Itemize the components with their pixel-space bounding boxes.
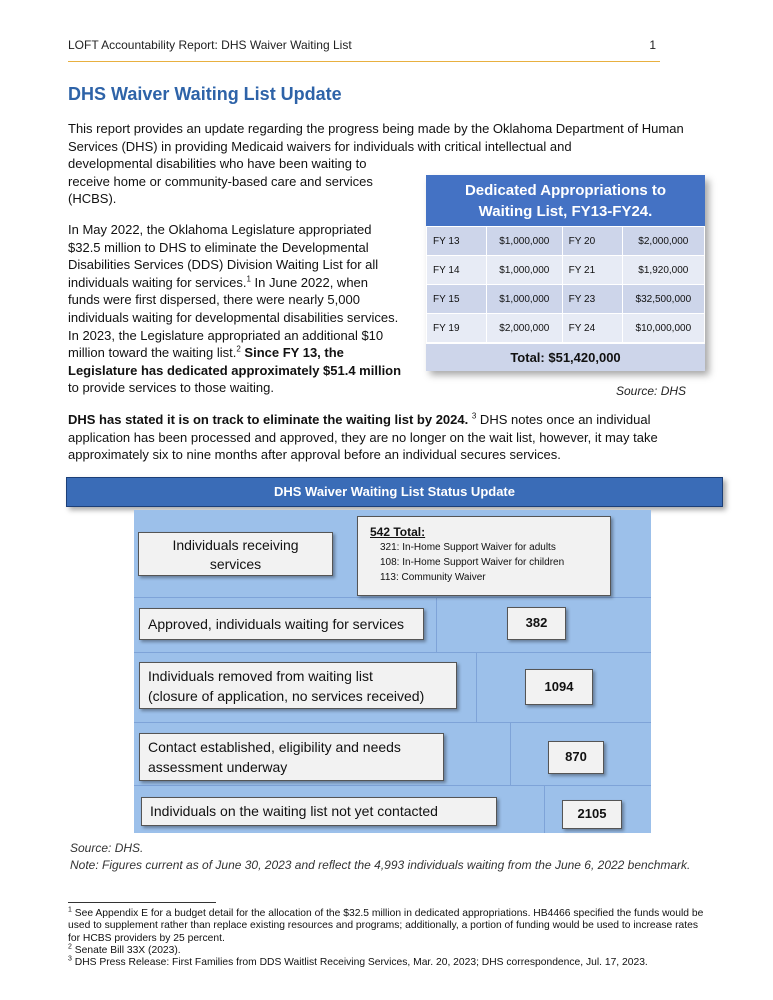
removed-label-line1: Individuals removed from waiting list bbox=[148, 668, 373, 684]
row-divider bbox=[134, 785, 651, 786]
contact-label bbox=[139, 733, 444, 781]
column-divider bbox=[544, 785, 545, 833]
fy-cell: FY 23 bbox=[562, 285, 622, 314]
footnote-1 bbox=[68, 908, 708, 945]
amount-cell: $32,500,000 bbox=[622, 285, 704, 314]
table-row bbox=[427, 256, 705, 285]
fy-cell: FY 15 bbox=[427, 285, 487, 314]
appropriations-total: Total: $51,420,000 bbox=[426, 343, 705, 371]
appropriations-title bbox=[426, 175, 705, 226]
footnotes bbox=[68, 908, 708, 969]
appropriations-title-line1: Dedicated Appropriations to bbox=[464, 182, 667, 199]
removed-label bbox=[139, 662, 457, 709]
appropriation-paragraph bbox=[68, 221, 403, 397]
column-divider bbox=[510, 722, 511, 785]
row-divider bbox=[134, 597, 651, 598]
contact-count: 870 bbox=[548, 741, 604, 774]
amount-cell: $1,000,000 bbox=[487, 227, 563, 256]
status-note: Note: Figures current as of June 30, 2023 and reflect the 4,993 individuals waiting from the June 6, 2022 benchmark. bbox=[70, 858, 691, 872]
total-item: 113: Community Waiver bbox=[380, 572, 486, 583]
footnote-mark: 2 bbox=[68, 943, 72, 951]
total-title: 542 Total: bbox=[370, 525, 426, 539]
removed-count: 1094 bbox=[525, 669, 593, 705]
amount-cell: $2,000,000 bbox=[487, 314, 563, 343]
para2-part1: In May 2022, the Oklahoma Legislature appropriated $32.5 million to DHS to eliminate the Developmental Disabilities Services (DDS) Division Waiting List for all individuals waiting for services. bbox=[68, 222, 379, 290]
table-row bbox=[427, 314, 705, 343]
fy-cell: FY 24 bbox=[562, 314, 622, 343]
amount-cell: $1,920,000 bbox=[622, 256, 704, 285]
fy-cell: FY 14 bbox=[427, 256, 487, 285]
table-row bbox=[427, 285, 705, 314]
not-contacted-count: 2105 bbox=[562, 800, 622, 829]
footnote-text: DHS Press Release: First Families from DDS Waitlist Receiving Services, Mar. 20, 2023; DHS correspondence, Jul. 17, 2023. bbox=[71, 957, 648, 969]
para3-rest: DHS notes once an individual application has been processed and approved, they are no longer on the wait list, however, it may take approximately six to nine months after approval before an individual secures services. bbox=[68, 412, 658, 463]
not-contacted-label: Individuals on the waiting list not yet contacted bbox=[141, 797, 497, 826]
header-title: LOFT Accountability Report: DHS Waiver Waiting List bbox=[68, 38, 352, 52]
para2-part4: to provide services to those waiting. bbox=[68, 380, 274, 396]
intro-line2-text: developmental disabilities who have been waiting to receive home or community-based care and services (HCBS). bbox=[68, 156, 373, 207]
intro-paragraph-line2 bbox=[68, 155, 398, 208]
approved-label: Approved, individuals waiting for services bbox=[139, 608, 424, 640]
row-divider bbox=[134, 722, 651, 723]
fy-cell: FY 21 bbox=[562, 256, 622, 285]
appropriations-grid bbox=[426, 226, 705, 343]
amount-cell: $2,000,000 bbox=[622, 227, 704, 256]
receiving-total-breakdown bbox=[357, 516, 611, 596]
fy-cell: FY 13 bbox=[427, 227, 487, 256]
status-paragraph bbox=[68, 411, 708, 464]
amount-cell: $1,000,000 bbox=[487, 285, 563, 314]
approved-count: 382 bbox=[507, 607, 566, 640]
fy-cell: FY 20 bbox=[562, 227, 622, 256]
status-source-note bbox=[70, 840, 690, 874]
amount-cell: $1,000,000 bbox=[487, 256, 563, 285]
footnote-ref-1[interactable]: 1 bbox=[246, 274, 251, 284]
column-divider bbox=[436, 597, 437, 652]
total-item: 321: In-Home Support Waiver for adults bbox=[380, 542, 556, 553]
amount-cell: $10,000,000 bbox=[622, 314, 704, 343]
status-source: Source: DHS. bbox=[70, 841, 144, 855]
receiving-services-text: Individuals receiving services bbox=[172, 537, 299, 572]
appropriations-title-line2: Waiting List, FY13-FY24. bbox=[478, 203, 653, 220]
total-item: 108: In-Home Support Waiver for children bbox=[380, 557, 565, 568]
removed-label-line2: (closure of application, no services received) bbox=[148, 688, 425, 704]
footnote-2 bbox=[68, 945, 708, 957]
para2-bold-1: Since FY 13, the Legislature has dedicated approximately bbox=[68, 345, 344, 378]
footnote-text: Senate Bill 33X (2023). bbox=[71, 944, 181, 956]
appropriations-source: Source: DHS bbox=[616, 384, 687, 398]
row-divider bbox=[134, 652, 651, 653]
footnote-ref-2[interactable]: 2 bbox=[236, 344, 241, 354]
footnote-mark: 1 bbox=[68, 906, 72, 914]
receiving-services-label bbox=[138, 532, 333, 576]
contact-label-line2: assessment underway bbox=[148, 759, 288, 775]
page-title: DHS Waiver Waiting List Update bbox=[68, 84, 342, 104]
column-divider bbox=[476, 652, 477, 722]
footnote-ref-3[interactable]: 3 bbox=[471, 411, 477, 421]
status-update-title: DHS Waiver Waiting List Status Update bbox=[66, 477, 723, 507]
contact-label-line1: Contact established, eligibility and needs bbox=[148, 739, 401, 755]
intro-paragraph-line1: This report provides an update regarding the progress being made by the Oklahoma Department of Human Services (DHS) in providing Medicaid waivers for individuals with critical intellectual and bbox=[68, 121, 684, 154]
footnote-divider bbox=[68, 902, 216, 903]
para2-part2: In June 2022, when funds were first dispersed, there were nearly 5,000 individuals waiting for developmental disabilities services. In 2023, the Legislature appropriated an additional $10 million toward the waiting list. bbox=[68, 274, 399, 361]
table-row bbox=[427, 227, 705, 256]
footnote-text: See Appendix E for a budget detail for the allocation of the $32.5 million in dedicated appropriations. HB4466 specified the funds would be used to supplement rather than replace existing resources and programs; additionally, a portion of funding would be used to increase rates for HCBS providers by 25 percent. bbox=[68, 908, 704, 944]
para2-bold-2: $51.4 million bbox=[323, 362, 402, 378]
footnote-3 bbox=[68, 957, 708, 969]
para3-bold: DHS has stated it is on track to eliminate the waiting list by 2024. bbox=[68, 412, 469, 427]
footnote-mark: 3 bbox=[68, 955, 72, 963]
appropriations-table bbox=[426, 175, 705, 370]
fy-cell: FY 19 bbox=[427, 314, 487, 343]
page-header bbox=[68, 38, 660, 62]
page-number: 1 bbox=[649, 38, 656, 52]
